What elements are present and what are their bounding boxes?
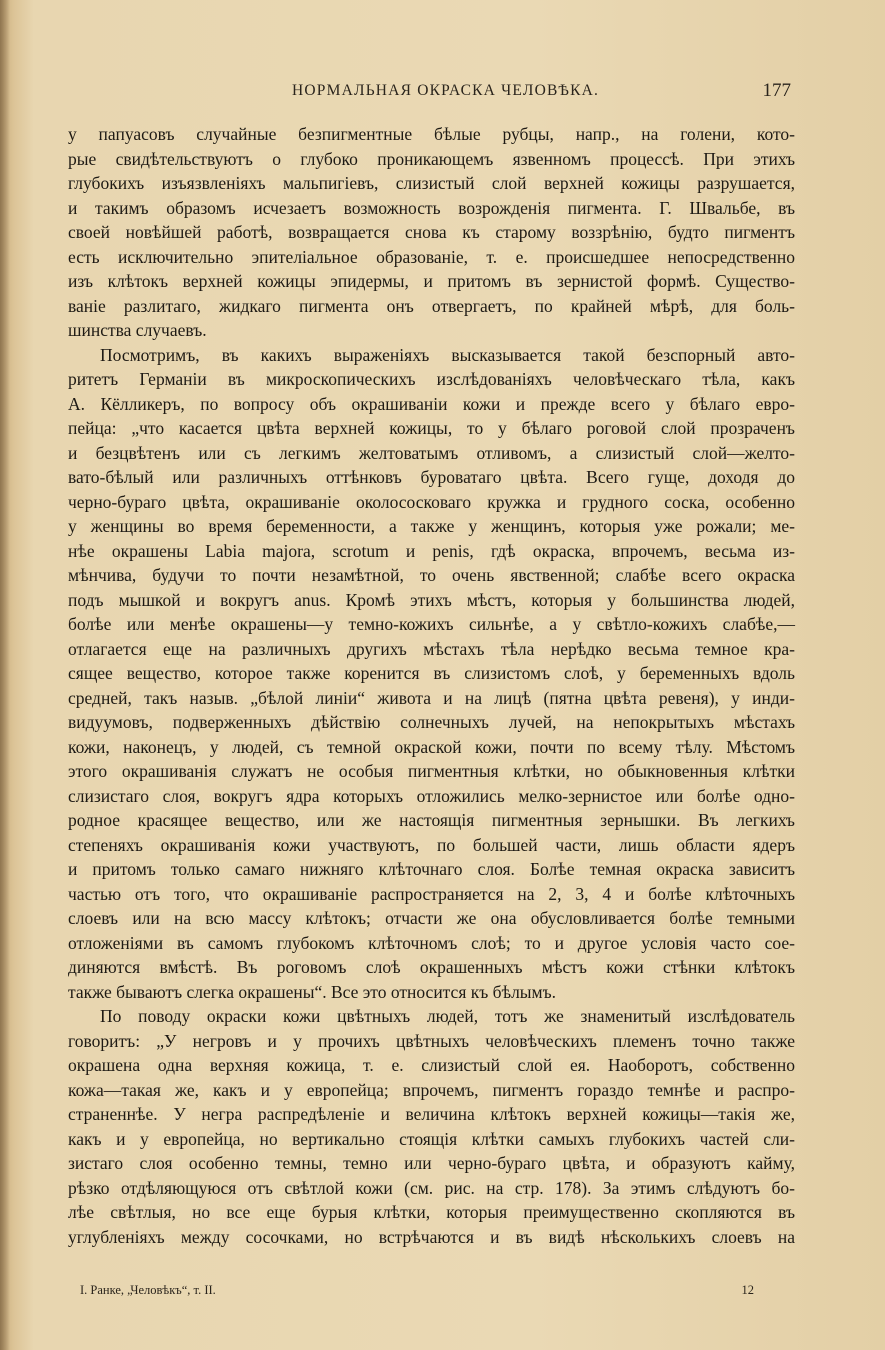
page-gutter-shadow <box>0 0 10 1350</box>
text-line: рѣзко отдѣляющуюся отъ свѣтлой кожи (см. рис. на стр. 178). За этимъ слѣдуютъ бо- <box>68 1177 795 1198</box>
page-number: 177 <box>762 80 791 101</box>
text-line: подъ мышкой и вокругъ anus. Кромѣ этихъ мѣстъ, которыя у большинства людей, <box>68 589 795 610</box>
text-line: глубокихъ изъязвленіяхъ мальпигіевъ, слизистый слой верхней кожицы разрушается, <box>68 173 795 193</box>
text-line: изъ клѣтокъ верхней кожицы эпидермы, и притомъ въ зернистой формѣ. Существо- <box>68 271 795 291</box>
text-line: говоритъ: „У негровъ и у прочихъ цвѣтныхъ человѣческихъ племенъ точно также <box>68 1030 795 1051</box>
text-line: шинства случаевъ. <box>68 320 207 340</box>
text-line: отлагается еще на различныхъ другихъ мѣстахъ тѣла нерѣдко весьма темное кра- <box>68 638 795 659</box>
text-line: диняются вмѣстѣ. Въ роговомъ слоѣ окрашенныхъ мѣстъ кожи стѣнки клѣтокъ <box>68 957 795 977</box>
text-line: какъ и у европейца, но вертикально стоящія клѣтки самыхъ глубокихъ частей сли- <box>68 1128 795 1149</box>
text-line: пейца: „что касается цвѣта верхней кожицы, то у бѣлаго роговой слой прозраченъ <box>68 418 795 438</box>
text-line: болѣе или менѣе окрашены—у темно-кожихъ сильнѣе, а у свѣтло-кожихъ слабѣе,— <box>68 614 795 634</box>
text-line: рые свидѣтельствуютъ о глубоко проникающемъ язвенномъ процессѣ. При этихъ <box>68 148 795 169</box>
text-line: средней, такъ назыв. „бѣлой линіи“ живота и на лицѣ (пятна цвѣта ревеня), у инди- <box>68 687 795 708</box>
text-line: этого окрашиванія служатъ не особыя пигментныя клѣтки, но обыкновенныя клѣтки <box>68 761 795 781</box>
text-line: у папуасовъ случайные безпигментные бѣлые рубцы, напр., на голени, кото- <box>68 124 795 144</box>
body-text <box>68 122 795 1249</box>
paragraph-start-line: Посмотримъ, въ какихъ выраженіяхъ высказывается такой безспорный авто- <box>100 344 795 365</box>
text-line: своей новѣйшей работѣ, возвращается снова къ старому воззрѣнію, будто пигментъ <box>68 222 795 242</box>
text-line: А. Кёлликеръ, по вопросу объ окрашиваніи кожи и прежде всего у бѣлаго евро- <box>68 393 795 414</box>
text-line: мѣнчива, будучи то почти незамѣтной, то очень явственной; слабѣе всего окраска <box>68 565 795 585</box>
text-line: отложеніями въ самомъ глубокомъ клѣточномъ слоѣ; то и другое условія часто сое- <box>68 932 795 953</box>
text-line: кожа—такая же, какъ и у европейца; впрочемъ, пигментъ гораздо темнѣе и распро- <box>68 1079 795 1100</box>
paragraph-start-line: По поводу окраски кожи цвѣтныхъ людей, тотъ же знаменитый изслѣдователь <box>100 1006 795 1026</box>
text-line: у женщины во время беременности, а также у женщинъ, которыя уже рожали; ме- <box>68 516 795 536</box>
text-line: слоевъ или на всю массу клѣтокъ; отчасти же она обусловливается болѣе темными <box>68 908 795 928</box>
running-title: НОРМАЛЬНАЯ ОКРАСКА ЧЕЛОВѢКА. <box>292 82 600 99</box>
text-line: и безцвѣтенъ или съ легкимъ желтоватымъ отливомъ, а слизистый слой—желто- <box>68 442 795 463</box>
text-line: сящее вещество, которое также коренится въ слизистомъ слоѣ, у беременныхъ вдоль <box>68 663 795 683</box>
text-line: частью отъ того, что окрашиваніе распространяется на 2, 3, 4 и болѣе клѣточныхъ <box>68 883 795 904</box>
text-line: кожи, наконецъ, у людей, съ темной окраской кожи, почти по всему тѣлу. Мѣстомъ <box>68 736 795 757</box>
text-line: родное красящее вещество, или же настоящія пигментныя зернышки. Въ легкихъ <box>68 810 795 830</box>
text-line: слизистаго слоя, вокругъ ядра которыхъ отложились мелко-зернистое или болѣе одно- <box>68 785 795 806</box>
text-line: лѣе свѣтлыя, но все еще бурыя клѣтки, которыя преимущественно скопляются въ <box>68 1202 795 1222</box>
text-line: окрашена одна верхняя кожица, т. е. слизистый слой ея. Наоборотъ, собственно <box>68 1055 795 1075</box>
text-line: также бываютъ слегка окрашены“. Все это относится къ бѣлымъ. <box>68 981 557 1002</box>
text-line: углубленіяхъ между сосочками, но встрѣчаются и въ видѣ нѣсколькихъ слоевъ на <box>68 1226 795 1247</box>
text-line: ритетъ Германіи въ микроскопическихъ изслѣдованіяхъ человѣческаго тѣла, какъ <box>68 369 795 389</box>
page-header <box>70 80 795 110</box>
text-line: и притомъ только самаго нижняго клѣточнаго слоя. Болѣе темная окраска зависитъ <box>68 859 795 879</box>
text-line: страненнѣе. У негра распредѣленіе и величина клѣтокъ верхней кожицы—такія же, <box>68 1104 795 1124</box>
page-footer <box>80 1283 760 1303</box>
text-line: ваніе разлитаго, жидкаго пигмента онъ отвергаетъ, по крайней мѣрѣ, для боль- <box>68 295 795 316</box>
text-line: есть исключительно эпителіальное образованіе, т. е. происшедшее непосредственно <box>68 246 795 267</box>
text-line: видуумовъ, подверженныхъ дѣйствію солнечныхъ лучей, на непокрытыхъ мѣстахъ <box>68 712 795 732</box>
signature-mark: 12 <box>741 1283 754 1297</box>
footer-source: I. Ранке, „Человѣкъ“, т. II. <box>80 1283 216 1297</box>
text-line: вато-бѣлый или различныхъ оттѣнковъ буроватаго цвѣта. Всего гуще, доходя до <box>68 467 795 487</box>
text-line: нѣе окрашены Labia majora, scrotum и penis, гдѣ окраска, впрочемъ, весьма из- <box>68 540 795 561</box>
text-line: зистаго слоя особенно темны, темно или черно-бураго цвѣта, и образуютъ кайму, <box>68 1153 795 1173</box>
text-line: и такимъ образомъ исчезаетъ возможность возрожденія пигмента. Г. Швальбе, въ <box>68 197 795 218</box>
text-line: черно-бураго цвѣта, окрашиваніе околососковаго кружка и грудного соска, особенно <box>68 491 795 512</box>
text-line: степеняхъ окрашиванія кожи участвуютъ, по большей части, лишь области ядеръ <box>68 834 795 855</box>
